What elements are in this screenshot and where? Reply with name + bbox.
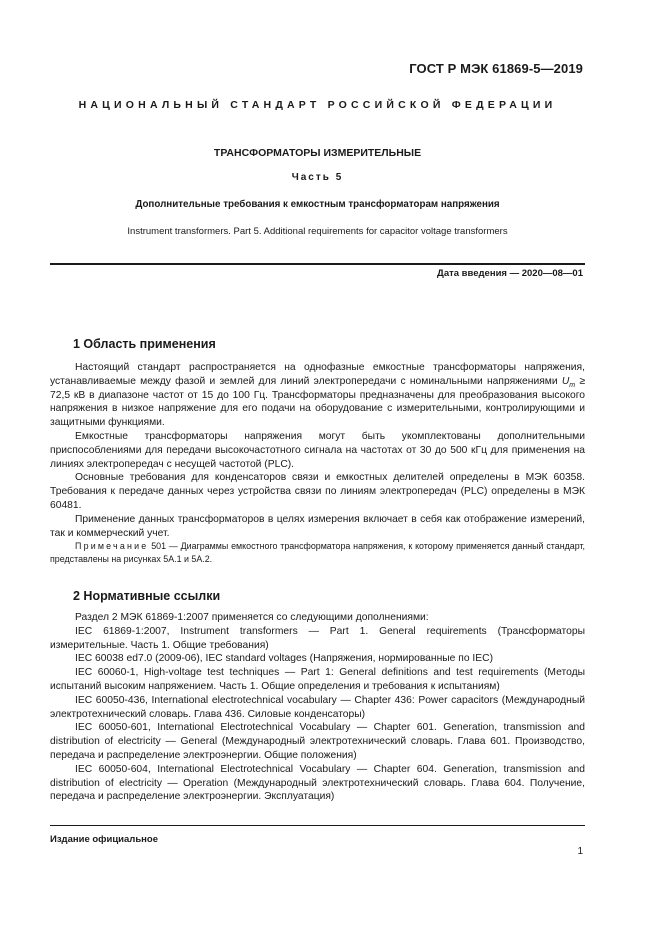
introduction-date: Дата введения — 2020—08—01 <box>437 268 583 279</box>
document-title: ТРАНСФОРМАТОРЫ ИЗМЕРИТЕЛЬНЫЕ <box>213 147 422 159</box>
section-1-paragraph-3: Основные требования для конденсаторов связи и емкостных делителей определены в МЭК 60358. Требования к передаче данных через устройства связи по линиям электропередач (PLC) определены в МЭК 60481. <box>50 472 585 511</box>
section-1-paragraph-1 <box>50 361 585 430</box>
reference-item: IEC 60038 ed7.0 (2009-06), IEC standard voltages (Напряжения, нормированные по IEC) <box>75 653 494 665</box>
document-part: Часть 5 <box>291 172 344 183</box>
reference-item: IEC 60050-601, International Electrotechnical Vocabulary — Chapter 601. Generation, transmission and distribution of electricity — General (Международный электротехнический словарь. Глава 601. Производство, передача и распределение электроэнергии. Общие положения) <box>50 722 585 761</box>
paragraph-text: ≥ 72,5 кВ в диапазоне частот от 15 до 100 Гц. Трансформаторы предназначены для преобразования высокого напряжения в низкое напряжение для его подачи на оборудование с измерительными, контролирующими и защитными функциями. <box>50 375 585 429</box>
page-number: 1 <box>577 846 583 857</box>
reference-item: IEC 60050-604, International Electrotechnical Vocabulary — Chapter 604. Generation, transmission and distribution of electricity — Operation (Международный электротехнический словарь. Глава 604. Получение, передача и распределение электроэнергии. Эксплуатация) <box>50 763 585 803</box>
section-2-heading: 2 Нормативные ссылки <box>73 589 221 603</box>
reference-item: IEC 61869-1:2007, Instrument transformers — Part 1. General requirements (Трансформаторы измерительные. Часть 1. Общие требования) <box>50 625 585 651</box>
footer-divider <box>50 825 585 826</box>
reference-item: IEC 60050-436, International electrotechnical vocabulary — Chapter 436: Power capacitors (Международный электротехнический словарь. Глава 436. Силовые конденсаторы) <box>50 694 585 720</box>
official-edition-label: Издание официальное <box>50 834 158 845</box>
voltage-symbol: U <box>561 375 570 387</box>
note-label: Примечание <box>75 541 149 552</box>
header-divider <box>50 263 585 265</box>
document-code: ГОСТ Р МЭК 61869-5—2019 <box>409 61 583 76</box>
section-1-paragraph-4: Применение данных трансформаторов в целях измерения включает в себя как отображение измерений, так и коммерческий учет. <box>50 513 585 539</box>
document-subtitle-english: Instrument transformers. Part 5. Additional requirements for capacitor voltage transformers <box>127 226 508 237</box>
section-1-heading: 1 Область применения <box>73 337 216 351</box>
national-standard-label: НАЦИОНАЛЬНЫЙ СТАНДАРТ РОССИЙСКОЙ ФЕДЕРАЦИИ <box>78 99 557 111</box>
note-text: 501 — Диаграммы емкостного трансформатора напряжения, к которому применяется данный стандарт, представлены на рисунках 5А.1 и 5А.2. <box>50 541 585 564</box>
section-1-paragraph-2: Емкостные трансформаторы напряжения могут быть укомплектованы дополнительными приспособлениями для передачи высокочастотного сигнала на частотах от 30 до 500 кГц для применения на линиях электропередач с несущей частотой (PLC). <box>50 430 585 470</box>
section-2-body <box>50 611 585 804</box>
voltage-subscript: m <box>569 381 576 389</box>
section-1-body <box>50 361 585 565</box>
document-subtitle: Дополнительные требования к емкостным трансформаторам напряжения <box>135 199 500 210</box>
reference-item: IEC 60060-1, High-voltage test techniques — Part 1: General definitions and test requirements (Методы испытаний высоким напряжением. Часть 1. Общие определения и требования к испытаниям) <box>50 667 585 692</box>
paragraph-text: Настоящий стандарт распространяется на однофазные емкостные трансформаторы напряжения, устанавливаемые между фазой и землей для линий электропередачи с номинальными напряжениями <box>50 362 585 387</box>
section-1-note <box>50 540 585 565</box>
section-2-intro: Раздел 2 МЭК 61869-1:2007 применяется со следующими дополнениями: <box>75 612 429 623</box>
